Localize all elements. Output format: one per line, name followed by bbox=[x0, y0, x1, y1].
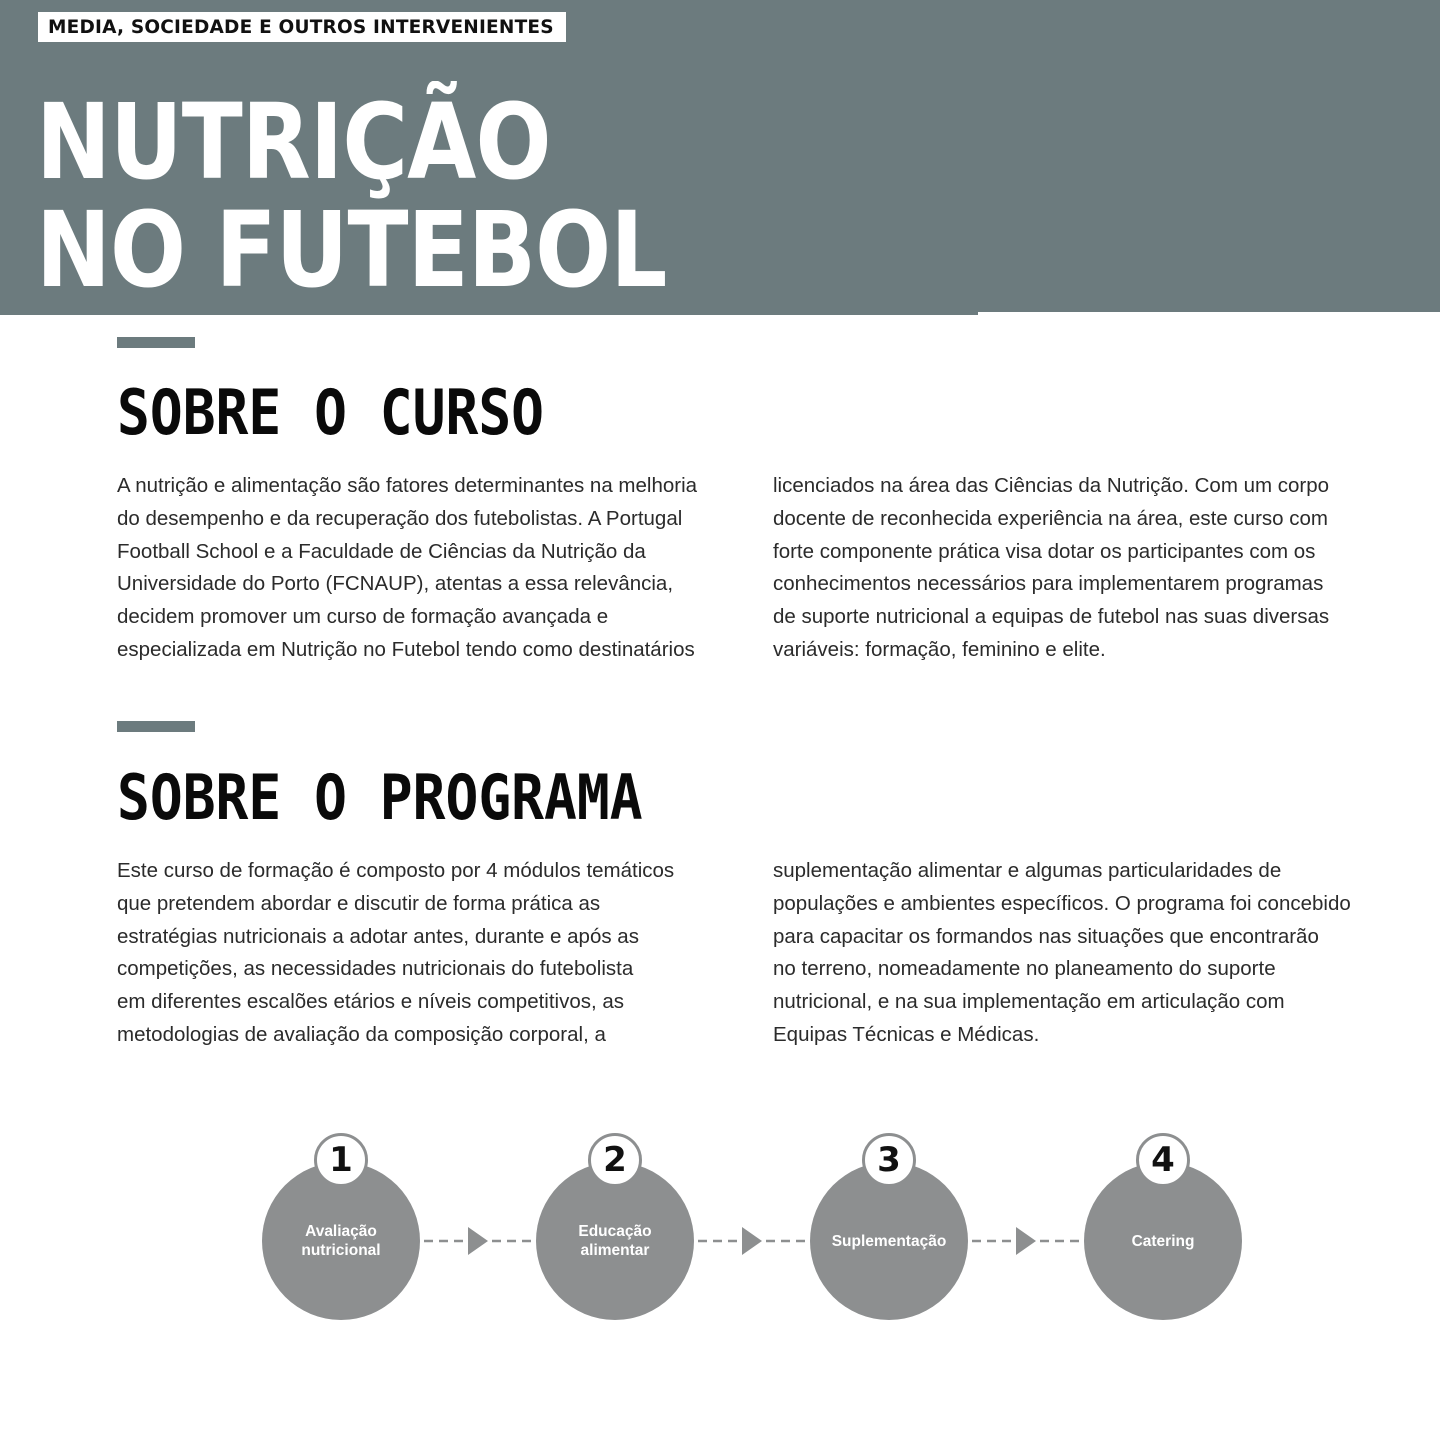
module-label: Catering bbox=[1131, 1232, 1195, 1250]
section-heading-programa: SOBRE O PROGRAMA bbox=[117, 761, 643, 834]
module-number-badge: 3 bbox=[862, 1133, 916, 1187]
page-title bbox=[36, 81, 667, 311]
arrow-connector-2 bbox=[694, 1225, 812, 1257]
section-accent-bar bbox=[117, 721, 195, 732]
module-number-badge: 1 bbox=[314, 1133, 368, 1187]
section-heading-curso: SOBRE O CURSO bbox=[117, 376, 545, 449]
programa-text-col-2: suplementação alimentar e algumas particularidades de populações e ambientes específicos. O programa foi concebido para capacitar os formandos nas situações que encontrarão no terreno, nomeadamente no planeamento do suporte nutricional, e na sua implementação em articulação com Equipas Técnicas e Médicas. bbox=[773, 859, 1351, 1046]
module-number-badge: 2 bbox=[588, 1133, 642, 1187]
section-kicker: MEDIA, SOCIEDADE E OUTROS INTERVENIENTES bbox=[38, 12, 566, 42]
header-divider bbox=[0, 312, 978, 315]
module-label: Suplementação bbox=[831, 1232, 947, 1250]
programa-text-col-1: Este curso de formação é composto por 4 módulos temáticos que pretendem abordar e discutir de forma prática as estratégias nutricionais a adotar antes, durante e após as competições, as necessidades nutricionais do futebolista em diferentes escalões etários e níveis competitivos, as metodologias de avaliação da composição corporal, a bbox=[117, 859, 675, 1046]
curso-text-col-1: A nutrição e alimentação são fatores determinantes na melhoria do desempenho e da recuperação dos futebolistas. A Portugal Football School e a Faculdade de Ciências da Nutrição da Universidade do Porto (FCNAUP), atentas a essa relevância, decidem promover um curso de formação avançada e especializada em Nutrição no Futebol tendo como destinatários bbox=[117, 474, 698, 661]
arrow-connector-3 bbox=[968, 1225, 1086, 1257]
module-label: Educação alimentar bbox=[578, 1223, 652, 1259]
module-number-badge: 4 bbox=[1136, 1133, 1190, 1187]
page-title-line-1: NUTRIÇÃO bbox=[36, 81, 551, 203]
page-title-line-2: NO FUTEBOL bbox=[36, 189, 667, 311]
arrow-connector-1 bbox=[420, 1225, 538, 1257]
curso-text-col-2: licenciados na área das Ciências da Nutrição. Com um corpo docente de reconhecida experiência na área, este curso com forte componente prática visa dotar os participantes com os conhecimentos necessários para implementarem programas de suporte nutricional a equipas de futebol nas suas diversas variáveis: formação, feminino e elite. bbox=[773, 474, 1330, 661]
module-label: Avaliação nutricional bbox=[301, 1223, 381, 1259]
section-accent-bar bbox=[117, 337, 195, 348]
